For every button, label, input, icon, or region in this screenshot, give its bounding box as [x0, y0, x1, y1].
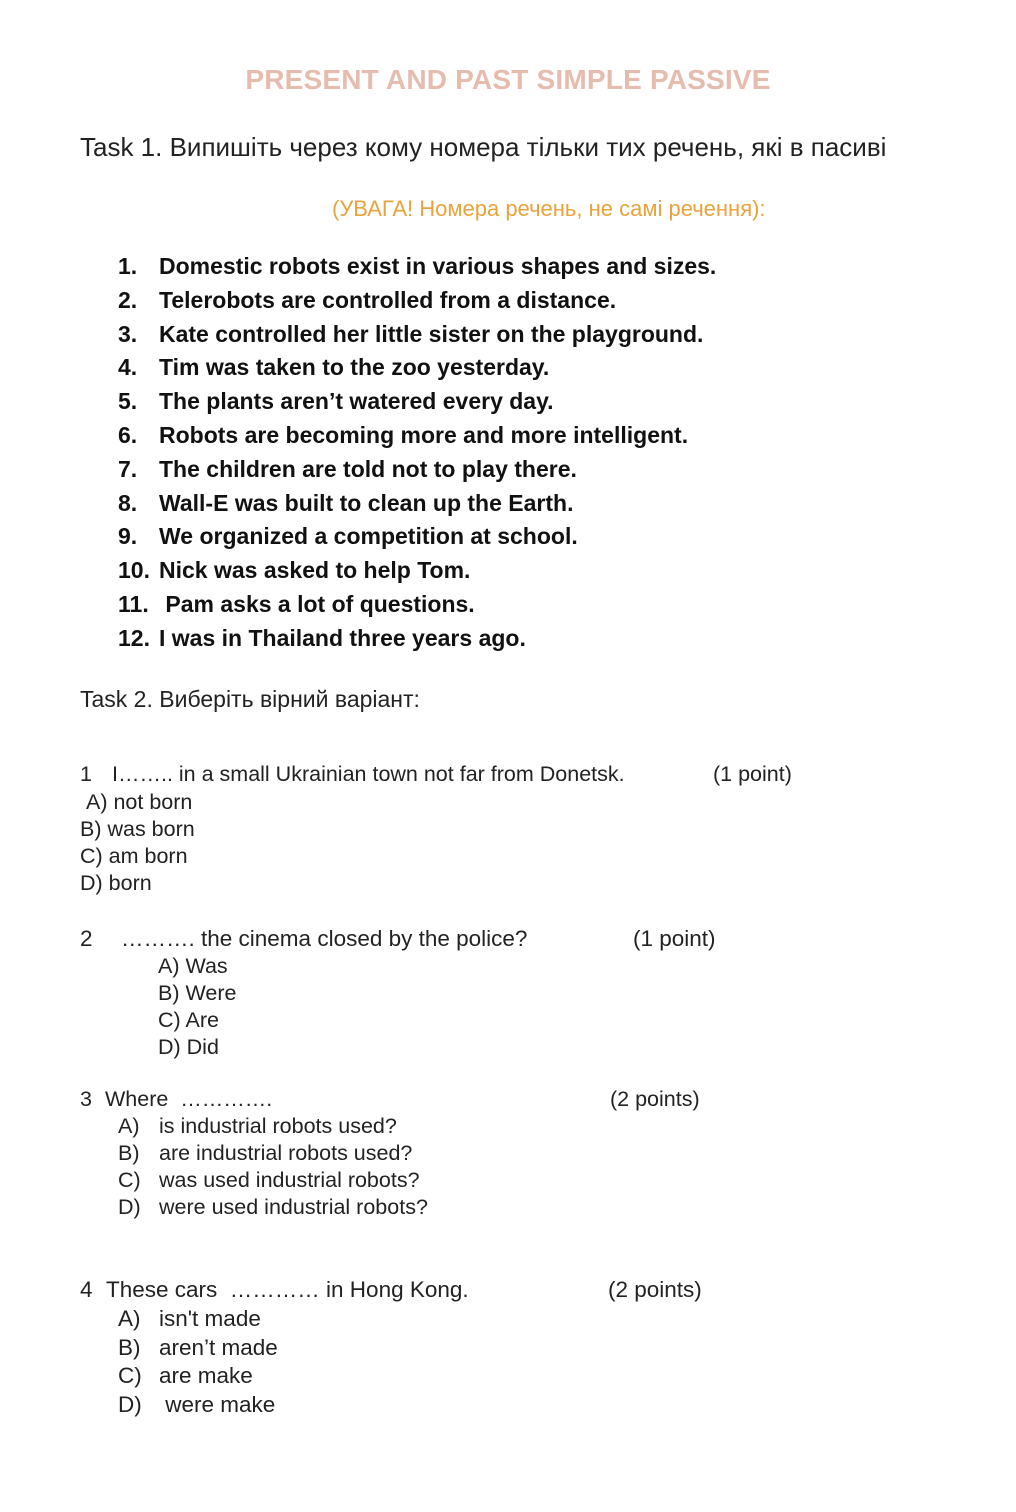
option-text: are industrial robots used?	[159, 1141, 413, 1165]
sentence-text: We organized a competition at school.	[159, 523, 578, 550]
question-3-option-a	[118, 1113, 397, 1140]
task1-heading: Task 1. Випишіть через кому номера тільки тих речень, які в пасиві	[80, 132, 887, 162]
option-text: are make	[159, 1363, 253, 1388]
list-item	[118, 554, 716, 588]
page-title: PRESENT AND PAST SIMPLE PASSIVE	[245, 64, 771, 95]
sentence-number: 11.	[118, 590, 149, 617]
question-1-option-b: B) was born	[80, 817, 195, 841]
option-text: aren’t made	[159, 1335, 278, 1360]
option-letter: B)	[118, 1335, 141, 1360]
option-letter: C)	[118, 1168, 141, 1192]
question-2-number: 2	[80, 926, 93, 951]
question-3-option-c	[118, 1167, 420, 1194]
sentence-number: 3.	[118, 320, 138, 347]
option-letter: B)	[118, 1141, 140, 1165]
sentence-number: 12.	[118, 624, 150, 651]
list-item	[118, 520, 716, 554]
option-letter: C)	[118, 1363, 142, 1388]
list-item	[118, 250, 716, 284]
sentence-text: Domestic robots exist in various shapes and sizes.	[159, 253, 717, 279]
list-item	[118, 622, 716, 656]
option-text: were make	[159, 1392, 276, 1417]
sentence-list	[118, 250, 716, 656]
option-text: is industrial robots used?	[159, 1114, 397, 1138]
sentence-text: Kate controlled her little sister on the playground.	[159, 320, 704, 347]
question-4-points: (2 points)	[608, 1277, 702, 1302]
sentence-number: 2.	[118, 286, 138, 313]
list-item	[118, 385, 716, 419]
sentence-number: 1.	[118, 253, 138, 279]
list-item	[118, 284, 716, 318]
question-2-points: (1 point)	[633, 926, 716, 951]
question-4-option-d	[118, 1391, 276, 1418]
option-text: isn't made	[159, 1306, 261, 1331]
sentence-number: 8.	[118, 489, 138, 516]
question-1-points: (1 point)	[713, 762, 792, 786]
option-letter: D)	[118, 1195, 141, 1219]
list-item	[118, 487, 716, 521]
question-3-option-d	[118, 1194, 428, 1221]
question-2-option-b: B) Were	[158, 981, 237, 1005]
option-text: were used industrial robots?	[159, 1195, 428, 1219]
sentence-number: 9.	[118, 523, 138, 550]
sentence-text: The children are told not to play there.	[159, 455, 577, 482]
question-4-option-b	[118, 1334, 278, 1361]
option-letter: D)	[118, 1392, 142, 1417]
option-letter: A)	[118, 1306, 141, 1331]
question-2-option-a: A) Was	[158, 954, 228, 978]
sentence-number: 5.	[118, 388, 138, 415]
question-3-option-b	[118, 1140, 413, 1167]
question-3-text: Where ………….	[105, 1087, 273, 1111]
task1-warning: (УВАГА! Номера речень, не самі речення):	[332, 196, 766, 221]
option-letter: A)	[118, 1114, 140, 1138]
question-1-option-c: C) am born	[80, 844, 188, 868]
sentence-number: 4.	[118, 354, 138, 381]
list-item	[118, 318, 716, 352]
task2-heading: Task 2. Виберіть вірний варіант:	[80, 686, 420, 712]
question-1-option-a: A) not born	[86, 790, 193, 814]
sentence-text: Pam asks a lot of questions.	[159, 590, 475, 617]
list-item	[118, 588, 716, 622]
list-item	[118, 419, 716, 453]
question-2-text: ………. the cinema closed by the police?	[121, 926, 528, 951]
option-text: was used industrial robots?	[159, 1168, 420, 1192]
question-1-number: 1	[80, 762, 92, 786]
sentence-text: Robots are becoming more and more intelligent.	[159, 421, 689, 448]
list-item	[118, 453, 716, 487]
question-4-option-a	[118, 1305, 261, 1332]
sentence-text: Tim was taken to the zoo yesterday.	[159, 354, 550, 381]
question-3-number: 3	[80, 1087, 92, 1111]
sentence-number: 10.	[118, 557, 150, 584]
question-1-text: I…….. in a small Ukrainian town not far from Donetsk.	[112, 762, 625, 786]
question-1-option-d: D) born	[80, 871, 152, 895]
question-2-option-c: C) Are	[158, 1008, 219, 1032]
question-4-number: 4	[80, 1277, 93, 1302]
question-2-option-d: D) Did	[158, 1035, 219, 1059]
sentence-text: I was in Thailand three years ago.	[159, 624, 526, 651]
sentence-number: 6.	[118, 421, 138, 448]
question-4-option-c	[118, 1362, 253, 1389]
sentence-text: Wall-E was built to clean up the Earth.	[159, 489, 574, 516]
sentence-text: Telerobots are controlled from a distance.	[159, 286, 617, 313]
list-item	[118, 351, 716, 385]
question-3-points: (2 points)	[610, 1087, 700, 1111]
sentence-text: The plants aren’t watered every day.	[159, 388, 554, 415]
sentence-text: Nick was asked to help Tom.	[159, 557, 471, 584]
question-4-text: These cars ………… in Hong Kong.	[106, 1277, 469, 1302]
sentence-number: 7.	[118, 455, 138, 482]
